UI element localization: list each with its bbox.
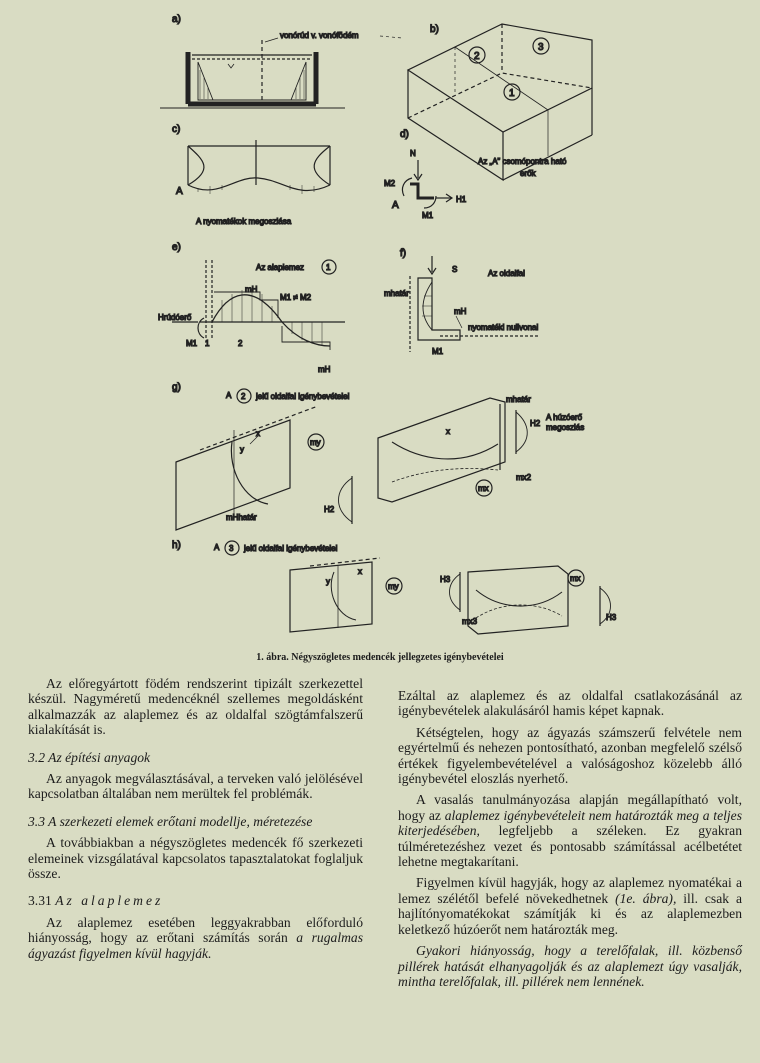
panel-b-number-3: 3 — [538, 42, 544, 53]
panel-g-my: my — [310, 438, 321, 447]
panel-d-letter: d) — [400, 129, 409, 140]
panel-e-letter: e) — [172, 242, 181, 253]
panel-g-mhatar2: mhatár — [506, 395, 531, 404]
right-paragraph-4-b: ill. csak a hajlítónyomatékokat számítják ki és az alaplemezben keletkező húzóerőt nem határozták meg. — [398, 890, 742, 937]
panel-h-my: my — [388, 582, 399, 591]
panel-g-H2: H2 — [324, 505, 335, 514]
right-paragraph-3-b: legfeljebb a széleken. Ez gyakran túlméretezéshez vezet és pontosabb számítással acélbetétet lehetne megtakarítani. — [398, 823, 742, 870]
right-paragraph-5 — [398, 943, 742, 989]
right-paragraph-4 — [398, 875, 742, 937]
panel-e-mH-top: mH — [245, 285, 258, 294]
panel-g-huzo1: A húzóerő — [546, 413, 583, 422]
panel-h-mx: mx — [570, 574, 581, 583]
right-paragraph-5-emphasis: Gyakori hiányosság, hogy a terelőfalak, ill. közbenső pillérek hatását elhanyagolják és az alaplemezt úgy vasalják, mintha terelőfalak, ill. pillérek nem lennének. — [398, 943, 742, 989]
panel-g-x2: x — [446, 427, 450, 436]
left-paragraph-2: Az anyagok megválasztásával, a terveken való jelölésével kapcsolatban általában nem merültek fel problémák. — [28, 771, 363, 802]
figure-caption: 1. ábra. Négyszögletes medencék jellegzetes igénybevételei — [256, 652, 504, 663]
section-heading-3-31 — [28, 893, 363, 908]
panel-g-mhatar: mHhatár — [226, 513, 257, 522]
panel-h-y: y — [326, 577, 330, 586]
right-paragraph-2: Kétségtelen, hogy az ágyazás számszerű felvétele nem egyértelmű és nehezen pontosítható, azonban megfelelő szélső értékek figyelembevételével a valóságoshoz közelebb álló igénybevétel eloszlás nyerhető. — [398, 724, 742, 787]
panel-d-label-2: erők — [520, 169, 536, 178]
panel-h-H3: H3 — [440, 575, 451, 584]
panel-a-label: vonórúd v. vonófödém — [280, 31, 359, 40]
panel-e-circ: 1 — [326, 263, 331, 272]
panel-f-mH: mH — [454, 307, 467, 316]
left-paragraph-3: A továbbiakban a négyszögletes medencék fő szerkezeti elemeinek vizsgálatával kapcsolatos tapasztalatokat foglaljuk össze. — [28, 835, 363, 882]
panel-g — [172, 382, 584, 530]
right-paragraph-3-emphasis: alaplemez igénybevételeit nem határozták meg a teljes kiterjedésében, — [398, 807, 742, 839]
panel-h-label-pre: A — [214, 543, 220, 552]
panel-e-label: Az alaplemez — [256, 263, 305, 272]
panel-g-x: x — [256, 429, 260, 438]
right-paragraph-3-a: A vasalás tanulmányozása alapján megállapítható volt, hogy az — [398, 792, 742, 823]
panel-f-label: Az oldalfal — [488, 269, 525, 278]
panel-h — [172, 540, 617, 634]
panel-f-S: S — [452, 265, 458, 274]
left-paragraph-1: Az előregyártott födém rendszerint tipizált szerkezettel készül. Nagyméretű medencéknél szellemes megoldásként alkalmazzák az alaplemez és az oldalfal szögtámfalszerű kialakítását is. — [28, 676, 363, 738]
panel-h-circ: 3 — [229, 544, 234, 553]
panel-c-letter: c) — [172, 124, 181, 135]
panel-h-letter: h) — [172, 540, 181, 551]
panel-d-H1: H1 — [456, 195, 467, 204]
section-title-alaplemez: Az alaplemez — [55, 893, 164, 909]
left-paragraph-4-plain: Az alaplemez esetében leggyakrabban előforduló hiányosság, hogy az erőtani számítás során — [28, 914, 363, 946]
left-column — [28, 676, 363, 967]
panel-g-mx2: mx2 — [516, 473, 532, 482]
panel-e-mH-bot: mH — [318, 365, 331, 374]
section-number-3-31: 3.31 — [28, 893, 52, 909]
left-paragraph-4-emphasis: a rugalmas ágyazást figyelmen kívül hagyják. — [28, 930, 363, 961]
panel-g-letter: g) — [172, 382, 181, 393]
panel-a — [160, 14, 359, 108]
panel-f — [384, 248, 540, 356]
panel-g-huzo2: megoszlás — [546, 423, 585, 432]
panel-c — [172, 124, 330, 226]
panel-d-M2: M2 — [384, 179, 396, 188]
panel-g-y: y — [240, 445, 244, 454]
right-paragraph-4-emphasis: (1e. ábra), — [615, 890, 677, 906]
panel-b-number-2: 2 — [474, 51, 480, 62]
right-paragraph-4-a: Figyelmen kívül hagyják, hogy az alaplemez nyomatékai a lemez szélétől befelé növekedhetnek — [398, 875, 742, 906]
panel-d-N: N — [410, 149, 416, 158]
panel-h-x: x — [358, 567, 362, 576]
panel-g-H2b: H2 — [530, 419, 541, 428]
panel-h-label-post: jelű oldalfal igénybevételei — [244, 544, 338, 553]
panel-d-A: A — [392, 200, 399, 211]
panel-d-M1: M1 — [422, 211, 434, 220]
left-paragraph-4 — [28, 915, 363, 961]
panel-e-n1: 1 — [205, 339, 210, 348]
panel-e — [158, 242, 345, 374]
panel-g-label-post: jelű oldalfal igénybevételei — [256, 392, 350, 401]
panel-g-mx: mx — [478, 484, 489, 493]
panel-c-point: A — [176, 186, 183, 197]
panel-f-mhatar: mhatár — [384, 289, 409, 298]
right-paragraph-1: Ezáltal az alaplemez és az oldalfal csatlakozásánál az igénybevételek alakulásáról hamis képet kapnak. — [398, 688, 742, 719]
right-paragraph-3 — [398, 792, 742, 869]
section-heading-3-3: 3.3 A szerkezeti elemek erőtani modellje, méretezése — [28, 813, 313, 829]
panel-h-H3b: H3 — [606, 613, 617, 622]
panel-e-M1: M1 — [186, 339, 198, 348]
panel-a-letter: a) — [172, 14, 181, 25]
section-heading-3-2: 3.2 Az építési anyagok — [28, 749, 151, 765]
panel-e-inequality: M1 ≠ M2 — [280, 293, 312, 302]
panel-f-M1: M1 — [432, 347, 444, 356]
panel-f-letter: f) — [400, 248, 407, 259]
panel-c-label: A nyomatékok megoszlása — [196, 217, 292, 226]
panel-d — [384, 129, 567, 220]
panel-h-mx3: mx3 — [462, 617, 478, 626]
panel-f-null: nyomatéki nullvonal — [468, 323, 539, 332]
panel-g-circ: 2 — [241, 392, 246, 401]
panel-g-label-pre: A — [226, 391, 232, 400]
panel-d-label-1: Az „A” csomópontra ható — [478, 157, 567, 166]
panel-e-n2: 2 — [238, 339, 243, 348]
panel-e-H: Hrúdóerő — [158, 313, 192, 322]
panel-b-number-1: 1 — [509, 88, 515, 99]
right-column — [398, 688, 742, 995]
panel-b-letter: b) — [430, 24, 439, 35]
